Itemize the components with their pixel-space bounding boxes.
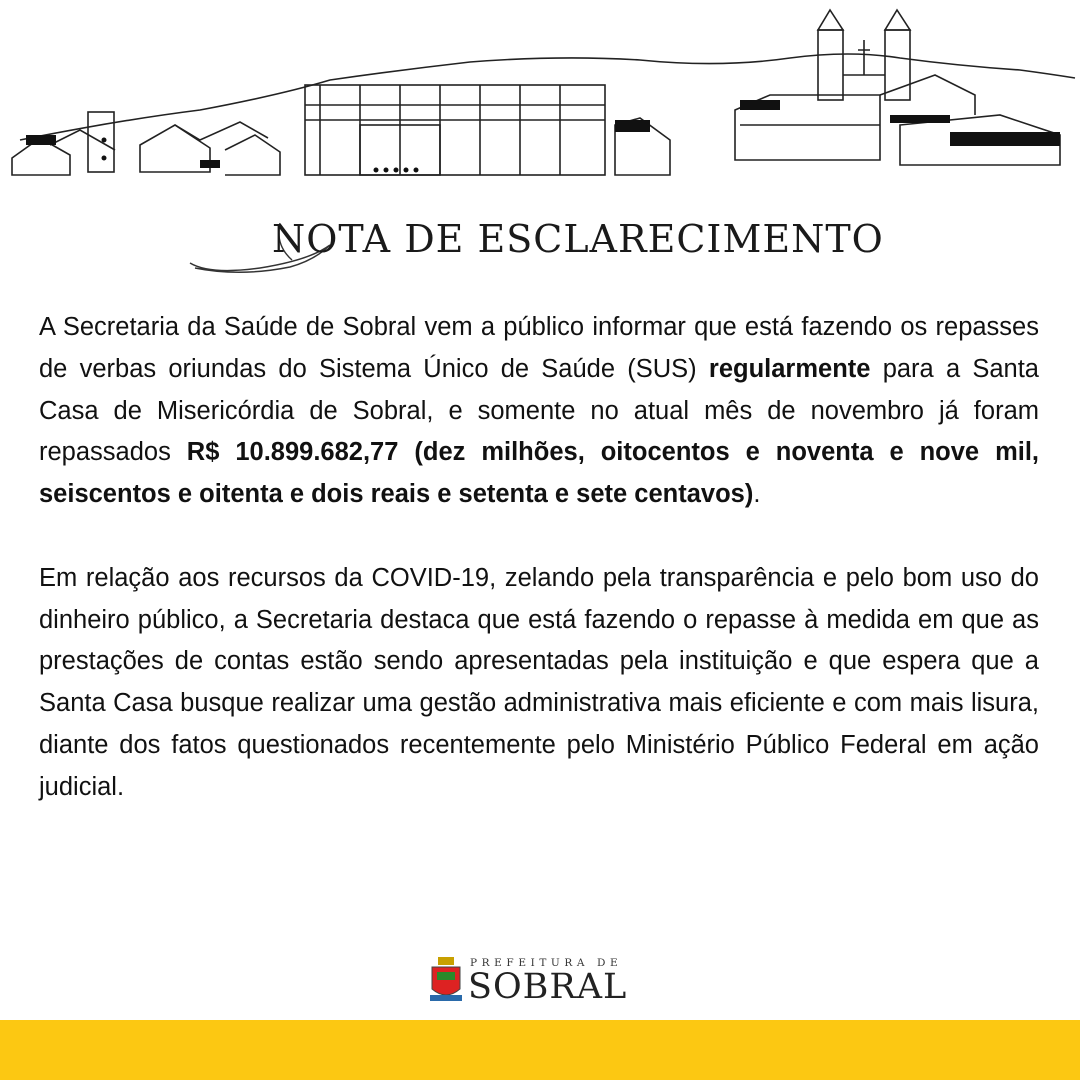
statement-body (39, 307, 1039, 809)
paragraph-2: Em relação aos recursos da COVID-19, zelando pela transparência e pelo bom uso do dinheiro público, a Secretaria destaca que está fazendo o repasse à medida em que as prestações de contas estão sendo apresentadas pela instituição e que espera que a Santa Casa busque realizar uma gestão administrativa mais eficiente e com mais lisura, diante dos fatos questionados recentemente pelo Ministério Público Federal em ação judicial. (39, 563, 1039, 801)
title-banner (180, 205, 884, 280)
p1-bold-regularmente: regularmente (708, 354, 871, 383)
coat-of-arms-icon (428, 955, 464, 1005)
city-skyline-illustration (0, 0, 1080, 200)
page-title: NOTA DE ESCLARECIMENTO (272, 217, 884, 261)
p1-segment: A Secretaria da Saúde de Sobral vem a público informar que está fazendo os repasses de verbas oriundas do Sistema Único de Saúde (SUS) (39, 313, 1039, 383)
p1-segment: para a Santa Casa de Misericórdia de Sobral, e somente no atual mês de novembro já foram repassados (39, 354, 1039, 467)
p1-bold-amount: R$ 10.899.682,77 (dez milhões, oitocentos e noventa e nove mil, seiscentos e oitenta e dois reais e setenta e sete centavos) (39, 438, 1040, 509)
footer-yellow-band (0, 1020, 1080, 1080)
p1-segment: . (753, 480, 761, 509)
prefeitura-sobral-logo (428, 955, 658, 1010)
paragraph-1 (39, 307, 1039, 516)
logo-prefeitura-text: PREFEITURA DE (470, 957, 623, 969)
logo-sobral-text: SOBRAL (468, 967, 628, 1007)
